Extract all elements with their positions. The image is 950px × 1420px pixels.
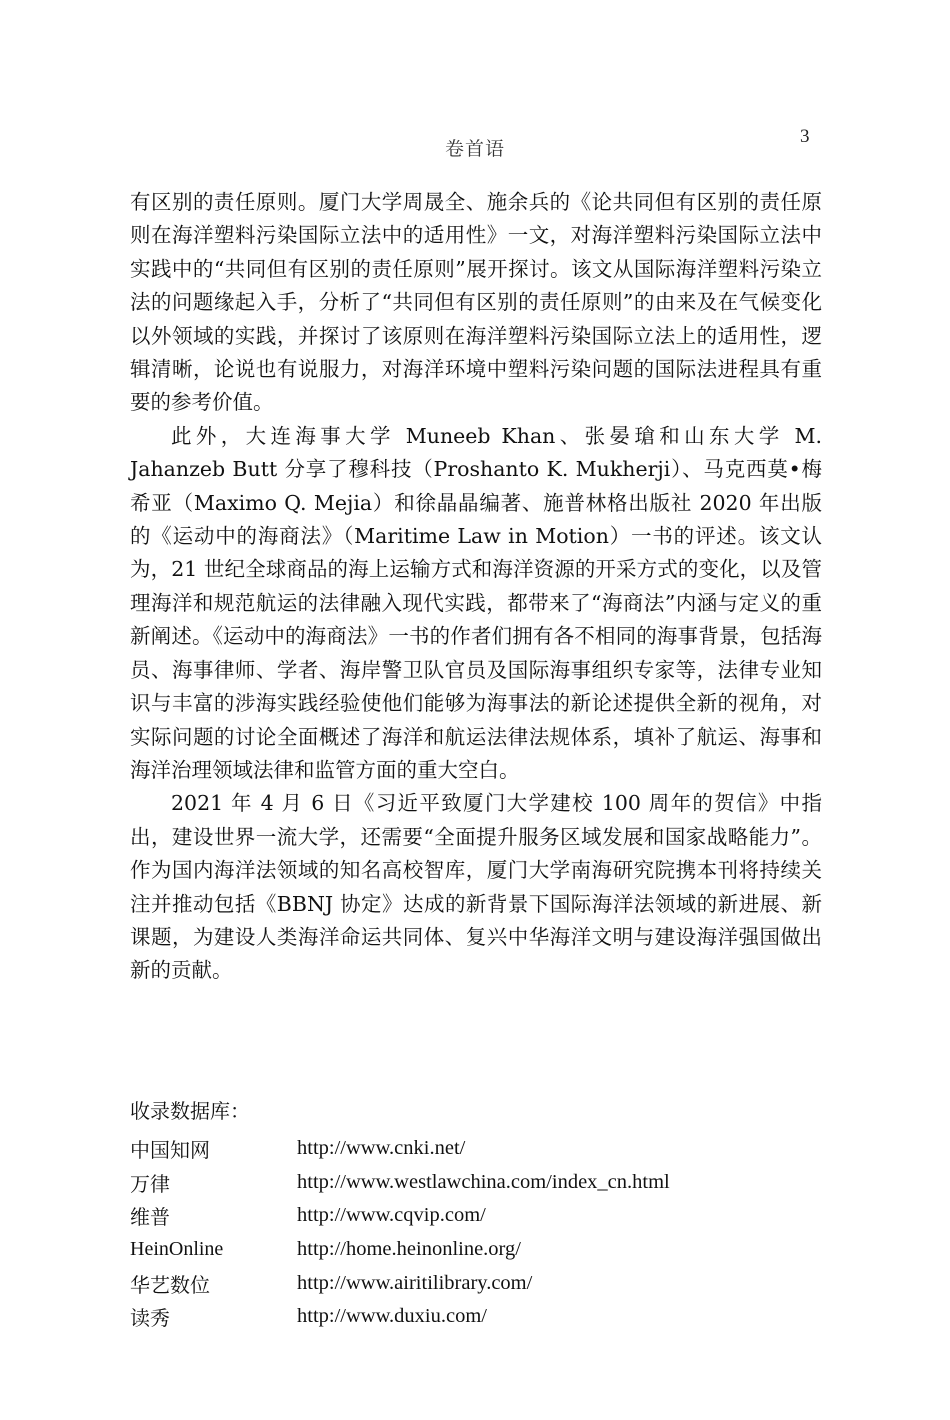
database-row — [130, 1166, 830, 1200]
database-row — [130, 1300, 830, 1334]
paragraph-2: 此外，大连海事大学 Muneeb Khan、张晏瑲和山东大学 M. Jahanzeb Butt 分享了穆科技（Proshanto K. Mukherji）、马克西莫•梅希亚（Maximo Q. Mejia）和徐晶晶编著、施普林格出版社 2020 年出版的《运动中的海商法》（Maritime Law in Motion）一书的评述。该文认为，21 世纪全球商品的海上运输方式和海洋资源的开采方式的变化，以及管理海洋和规范航运的法律融入现代实践，都带来了“海商法”内涵与定义的重新阐述。《运动中的海商法》一书的作者们拥有各不相同的海事背景，包括海员、海事律师、学者、海岸警卫队官员及国际海事组织专家等，法律专业知识与丰富的涉海实践经验使他们能够为海事法的新论述提供全新的视角，对实际问题的讨论全面概述了海洋和航运法律法规体系，填补了航运、海事和海洋治理领域法律和监管方面的重大空白。 — [130, 423, 822, 782]
database-url[interactable]: http://www.airitilibrary.com/ — [297, 1271, 533, 1294]
database-url[interactable]: http://www.duxiu.com/ — [297, 1305, 487, 1328]
body-text — [130, 186, 822, 988]
database-name: 华艺数位 — [130, 1272, 210, 1297]
database-url[interactable]: http://www.cqvip.com/ — [297, 1204, 486, 1227]
database-url[interactable]: http://home.heinonline.org/ — [297, 1238, 521, 1261]
page-number: 3 — [800, 126, 810, 147]
database-name: 读秀 — [130, 1306, 170, 1331]
database-row — [130, 1132, 830, 1166]
database-name: 万律 — [130, 1171, 170, 1196]
running-header-title: 卷首语 — [444, 138, 505, 160]
database-name: 维普 — [130, 1205, 170, 1230]
database-list-heading: 收录数据库： — [130, 1099, 250, 1123]
database-name: 中国知网 — [130, 1138, 210, 1163]
database-row — [130, 1199, 830, 1233]
database-list — [130, 1096, 830, 1334]
paragraph-3: 2021 年 4 月 6 日《习近平致厦门大学建校 100 周年的贺信》中指出，建设世界一流大学，还需要“全面提升服务区域发展和国家战略能力”。作为国内海洋法领域的知名高校智库，厦门大学南海研究院携本刊将持续关注并推动包括《BBNJ 协定》达成的新背景下国际海洋法领域的新进展、新课题，为建设人类海洋命运共同体、复兴中华海洋文明与建设海洋强国做出新的贡献。 — [130, 791, 822, 983]
database-url[interactable]: http://www.westlawchina.com/index_cn.html — [297, 1170, 670, 1193]
paragraph-1: 有区别的责任原则。厦门大学周晟全、施余兵的《论共同但有区别的责任原则在海洋塑料污染国际立法中的适用性》一文，对海洋塑料污染国际立法中实践中的“共同但有区别的责任原则”展开探讨。该文从国际海洋塑料污染立法的问题缘起入手，分析了“共同但有区别的责任原则”的由来及在气候变化以外领域的实践，并探讨了该原则在海洋塑料污染国际立法上的适用性，逻辑清晰，论说也有说服力，对海洋环境中塑料污染问题的国际法进程具有重要的参考价值。 — [130, 190, 822, 415]
database-row — [130, 1233, 830, 1267]
database-row — [130, 1266, 830, 1300]
database-url[interactable]: http://www.cnki.net/ — [297, 1137, 466, 1160]
database-name: HeinOnline — [130, 1238, 224, 1261]
